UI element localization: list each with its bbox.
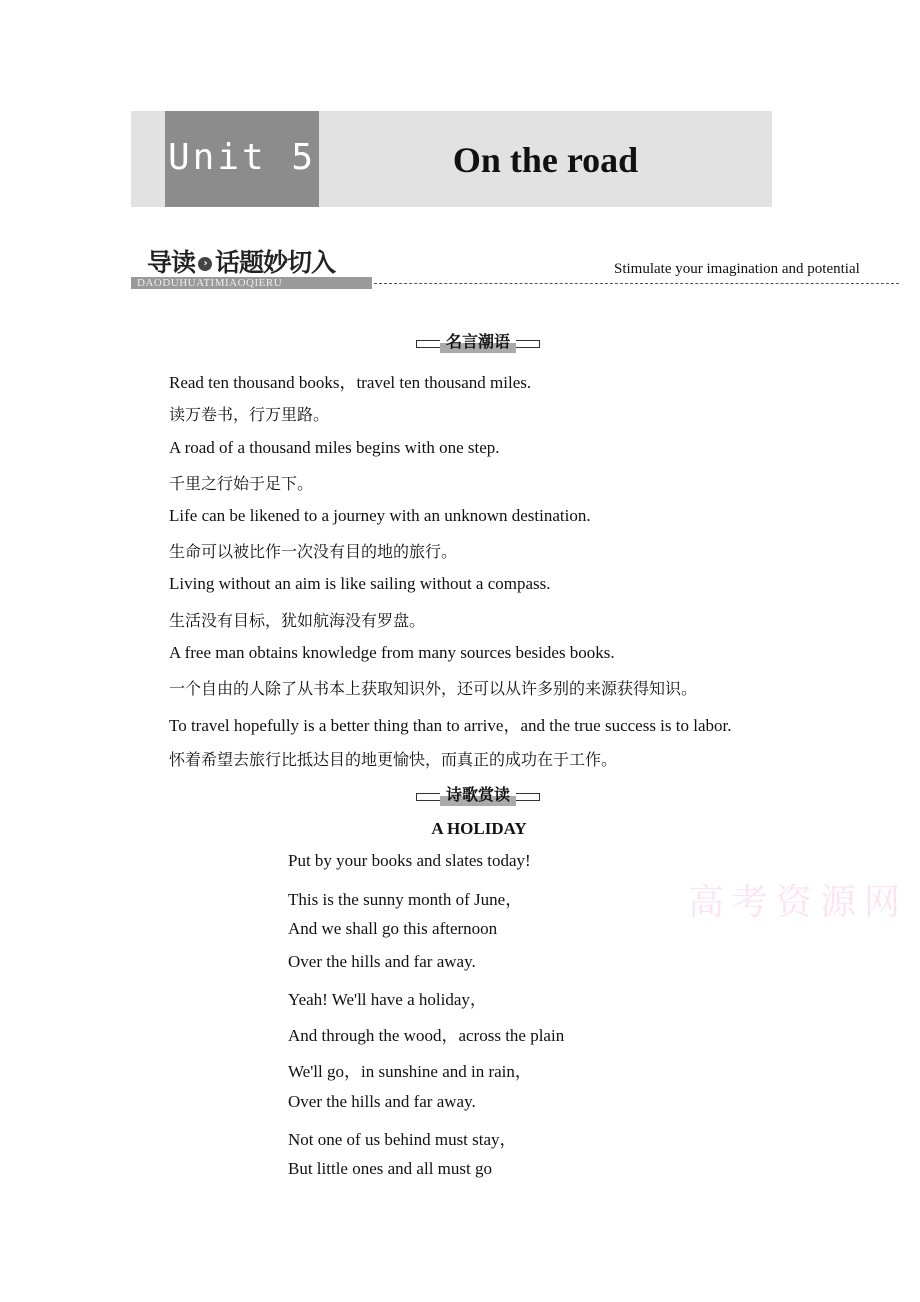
quote-en: Living without an aim is like sailing without a compass. xyxy=(169,574,551,593)
quote-en: A free man obtains knowledge from many sources besides books. xyxy=(169,643,615,662)
unit-number-box xyxy=(165,111,319,207)
quote-zh: 千里之行始于足下。 xyxy=(169,474,314,493)
poem-line: Over the hills and far away. xyxy=(288,952,476,971)
quotes-badge xyxy=(416,333,540,353)
quote-en: To travel hopefully is a better thing than to arrive，and the true success is to labor. xyxy=(169,716,732,735)
quote-zh: 读万卷书，行万里路。 xyxy=(169,405,330,424)
poem-line: We'll go，in sunshine and in rain， xyxy=(288,1062,532,1081)
poem-line: This is the sunny month of June， xyxy=(288,890,523,909)
quote-zh: 怀着希望去旅行比抵达目的地更愉快，而真正的成功在于工作。 xyxy=(169,750,618,769)
section-heading xyxy=(147,243,335,279)
quote-en: Life can be likened to a journey with an unknown destination. xyxy=(169,506,591,525)
poem-line: Not one of us behind must stay， xyxy=(288,1130,517,1149)
dashed-divider xyxy=(374,283,899,284)
unit-title: On the road xyxy=(452,140,639,180)
chevron-right-icon: › xyxy=(198,257,212,271)
poem-line: And we shall go this afternoon xyxy=(288,919,498,938)
section-tagline: Stimulate your imagination and potential xyxy=(614,261,860,277)
unit-banner xyxy=(131,111,772,207)
watermark: 高考资源网 xyxy=(688,882,909,923)
quotes-badge-label: 名言潮语 xyxy=(440,331,516,353)
poem-line: Yeah! We'll have a holiday， xyxy=(288,990,487,1009)
quote-zh: 一个自由的人除了从书本上获取知识外，还可以从许多别的来源获得知识。 xyxy=(169,679,698,698)
poem-badge xyxy=(416,786,540,806)
poem-line: Put by your books and slates today! xyxy=(288,851,531,870)
quote-zh: 生命可以被比作一次没有目的地的旅行。 xyxy=(169,542,458,561)
poem-title: A HOLIDAY xyxy=(431,819,527,838)
poem-badge-label: 诗歌赏读 xyxy=(440,784,516,806)
poem-line: And through the wood，across the plain xyxy=(288,1026,565,1045)
section-pinyin: DAODUHUATIMIAOQIERU xyxy=(131,277,372,289)
quote-zh: 生活没有目标，犹如航海没有罗盘。 xyxy=(169,611,426,630)
poem-line: But little ones and all must go xyxy=(288,1159,492,1178)
quote-en: Read ten thousand books，travel ten thousand miles. xyxy=(169,373,532,392)
poem-line: Over the hills and far away. xyxy=(288,1092,476,1111)
section-title: 导读 xyxy=(147,248,196,277)
quote-en: A road of a thousand miles begins with one step. xyxy=(169,438,500,457)
unit-label: Unit 5 xyxy=(167,137,317,178)
section-subtitle: 话题妙切入 xyxy=(215,248,336,277)
